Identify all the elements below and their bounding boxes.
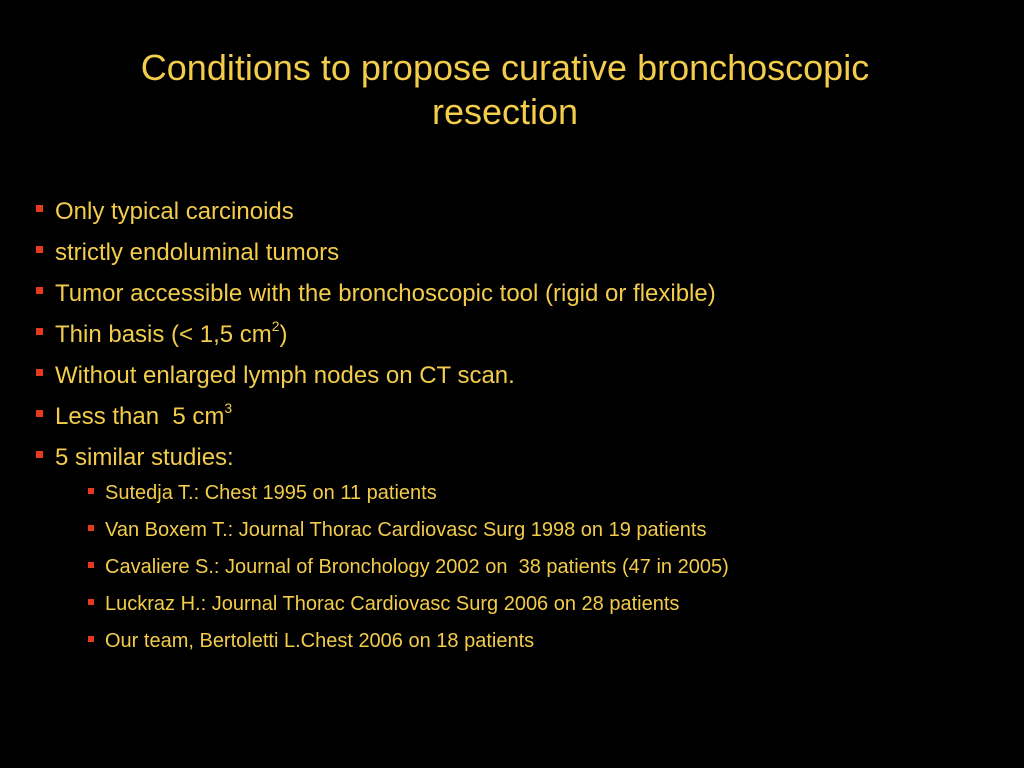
bullet-text: Without enlarged lymph nodes on CT scan. xyxy=(55,362,515,389)
square-bullet-icon xyxy=(88,562,94,568)
slide-title-line-2: resection xyxy=(431,91,579,132)
square-bullet-icon xyxy=(88,636,94,642)
superscript: 3 xyxy=(224,400,233,416)
bullet-text: Tumor accessible with the bronchoscopic tool (rigid or flexible) xyxy=(55,280,716,307)
square-bullet-icon xyxy=(36,205,43,212)
sub-bullet-text: Cavaliere S.: Journal of Bronchology 2002 on 38 patients (47 in 2005) xyxy=(105,556,729,578)
sub-bullet-item xyxy=(88,512,729,549)
sub-bullet-item xyxy=(88,549,729,586)
sub-bullet-text: Our team, Bertoletti L.Chest 2006 on 18 patients xyxy=(105,630,535,652)
sub-bullet-list xyxy=(88,475,729,660)
sub-bullet-container xyxy=(88,475,729,660)
sub-bullet-text: Van Boxem T.: Journal Thorac Cardiovasc Surg 1998 on 19 patients xyxy=(105,519,707,541)
sub-bullet-item xyxy=(88,623,729,660)
sub-bullet-item xyxy=(88,586,729,623)
bullet-item xyxy=(36,273,716,314)
bullet-item xyxy=(36,355,716,396)
bullet-item xyxy=(36,314,716,355)
bullet-text-end: ) xyxy=(279,321,288,348)
bullet-item xyxy=(36,437,716,478)
square-bullet-icon xyxy=(88,599,94,605)
bullet-item xyxy=(36,396,716,437)
slide-title xyxy=(60,46,950,134)
bullet-text: Thin basis (< 1,5 cm xyxy=(55,321,272,348)
square-bullet-icon xyxy=(36,369,43,376)
bullet-item xyxy=(36,232,716,273)
sub-bullet-text: Luckraz H.: Journal Thorac Cardiovasc Surg 2006 on 28 patients xyxy=(105,593,680,615)
superscript: 2 xyxy=(271,318,280,334)
sub-bullet-item xyxy=(88,475,729,512)
bullet-list xyxy=(36,191,716,478)
bullet-text: 5 similar studies: xyxy=(55,444,234,471)
slide-title-line-1: Conditions to propose curative bronchoscopic xyxy=(140,47,870,88)
sub-bullet-text: Sutedja T.: Chest 1995 on 11 patients xyxy=(105,482,437,504)
square-bullet-icon xyxy=(88,525,94,531)
square-bullet-icon xyxy=(36,287,43,294)
square-bullet-icon xyxy=(36,246,43,253)
bullet-text: strictly endoluminal tumors xyxy=(55,239,340,266)
bullet-item xyxy=(36,191,716,232)
square-bullet-icon xyxy=(36,328,43,335)
square-bullet-icon xyxy=(88,488,94,494)
bullet-text: Only typical carcinoids xyxy=(55,198,294,225)
bullet-text: Less than 5 cm xyxy=(55,403,225,430)
square-bullet-icon xyxy=(36,451,43,458)
square-bullet-icon xyxy=(36,410,43,417)
